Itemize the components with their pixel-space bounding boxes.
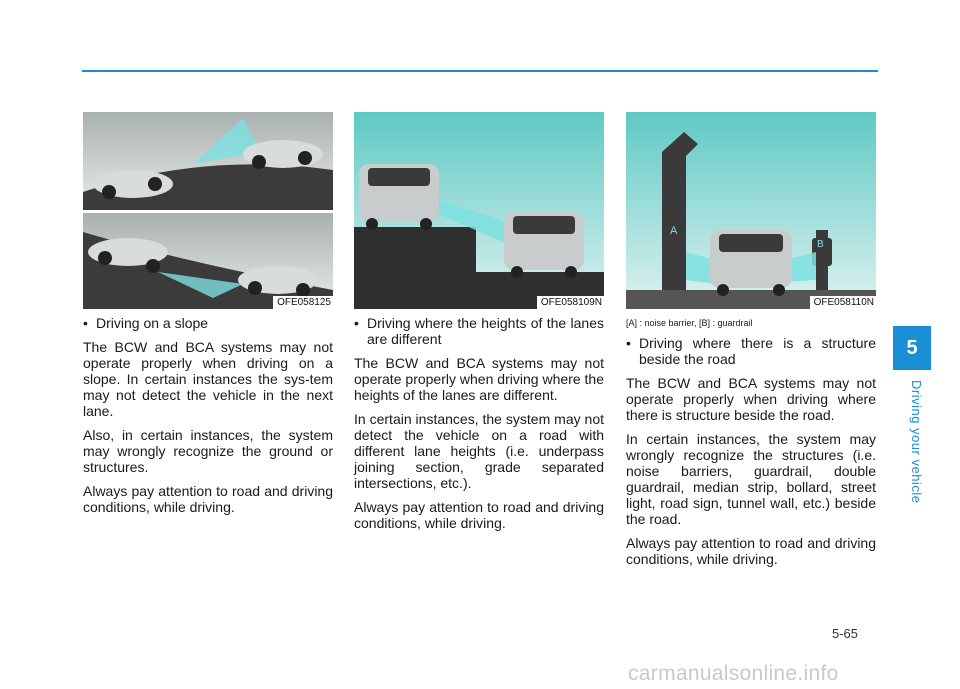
paragraph: In certain instances, the system may not detect the vehicle on a road with different lane heights (i.e. underpass joining section, grade separated intersections, etc.).	[354, 411, 604, 491]
bullet-icon: •	[83, 315, 88, 331]
lane-heights-illustration	[354, 112, 604, 309]
bullet-heading	[354, 315, 604, 347]
figure-lane-heights	[354, 112, 604, 309]
structure-illustration	[626, 112, 876, 309]
bullet-text: Driving on a slope	[96, 315, 209, 331]
bullet-icon: •	[354, 315, 359, 331]
figure-code: OFE058109N	[537, 296, 604, 309]
bullet-heading	[626, 335, 876, 367]
car-icon	[710, 230, 792, 296]
column-driving-on-slope	[83, 112, 333, 523]
paragraph: Also, in certain instances, the system may wrongly recognize the ground or structures.	[83, 427, 333, 475]
paragraph: The BCW and BCA systems may not operate properly when driving on a slope. In certain instances the sys-tem may not detect the vehicle in the next lane.	[83, 339, 333, 419]
car-icon	[238, 266, 318, 297]
bullet-text: Driving where there is a structure beside the road	[639, 335, 876, 367]
bullet-heading	[83, 315, 333, 331]
figure-code: OFE058110N	[810, 296, 876, 309]
chapter-title: Driving your vehicle	[909, 380, 924, 504]
bullet-icon: •	[626, 335, 631, 351]
figure-structure	[626, 112, 876, 309]
paragraph: Always pay attention to road and driving conditions, while driving.	[626, 535, 876, 567]
column-structure-beside-road	[626, 112, 876, 575]
car-icon	[359, 164, 439, 230]
paragraph: The BCW and BCA systems may not operate properly when driving where the heights of the lanes are different.	[354, 355, 604, 403]
label-b: B	[817, 239, 824, 250]
figure-code: OFE058125	[273, 296, 333, 309]
figure-caption: [A] : noise barrier, [B] : guardrail	[626, 318, 753, 328]
bullet-text: Driving where the heights of the lanes are different	[367, 315, 604, 347]
page-number: 5-65	[832, 626, 859, 641]
watermark: carmanualsonline.info	[628, 662, 839, 685]
top-rule	[82, 70, 878, 72]
paragraph: The BCW and BCA systems may not operate properly when driving where there is structure beside the road.	[626, 375, 876, 423]
label-a: A	[670, 225, 678, 237]
column-different-lane-heights	[354, 112, 604, 539]
paragraph: Always pay attention to road and driving conditions, while driving.	[354, 499, 604, 531]
paragraph: In certain instances, the system may wrongly recognize the structures (i.e. noise barriers, guardrail, double guardrail, median strip, bollard, street light, road sign, tunnel wall, etc.) beside the road.	[626, 431, 876, 527]
slope-illustration	[83, 112, 333, 309]
paragraph: Always pay attention to road and driving conditions, while driving.	[83, 483, 333, 515]
chapter-tab: 5	[893, 326, 931, 370]
car-icon	[504, 212, 584, 278]
figure-slope	[83, 112, 333, 309]
